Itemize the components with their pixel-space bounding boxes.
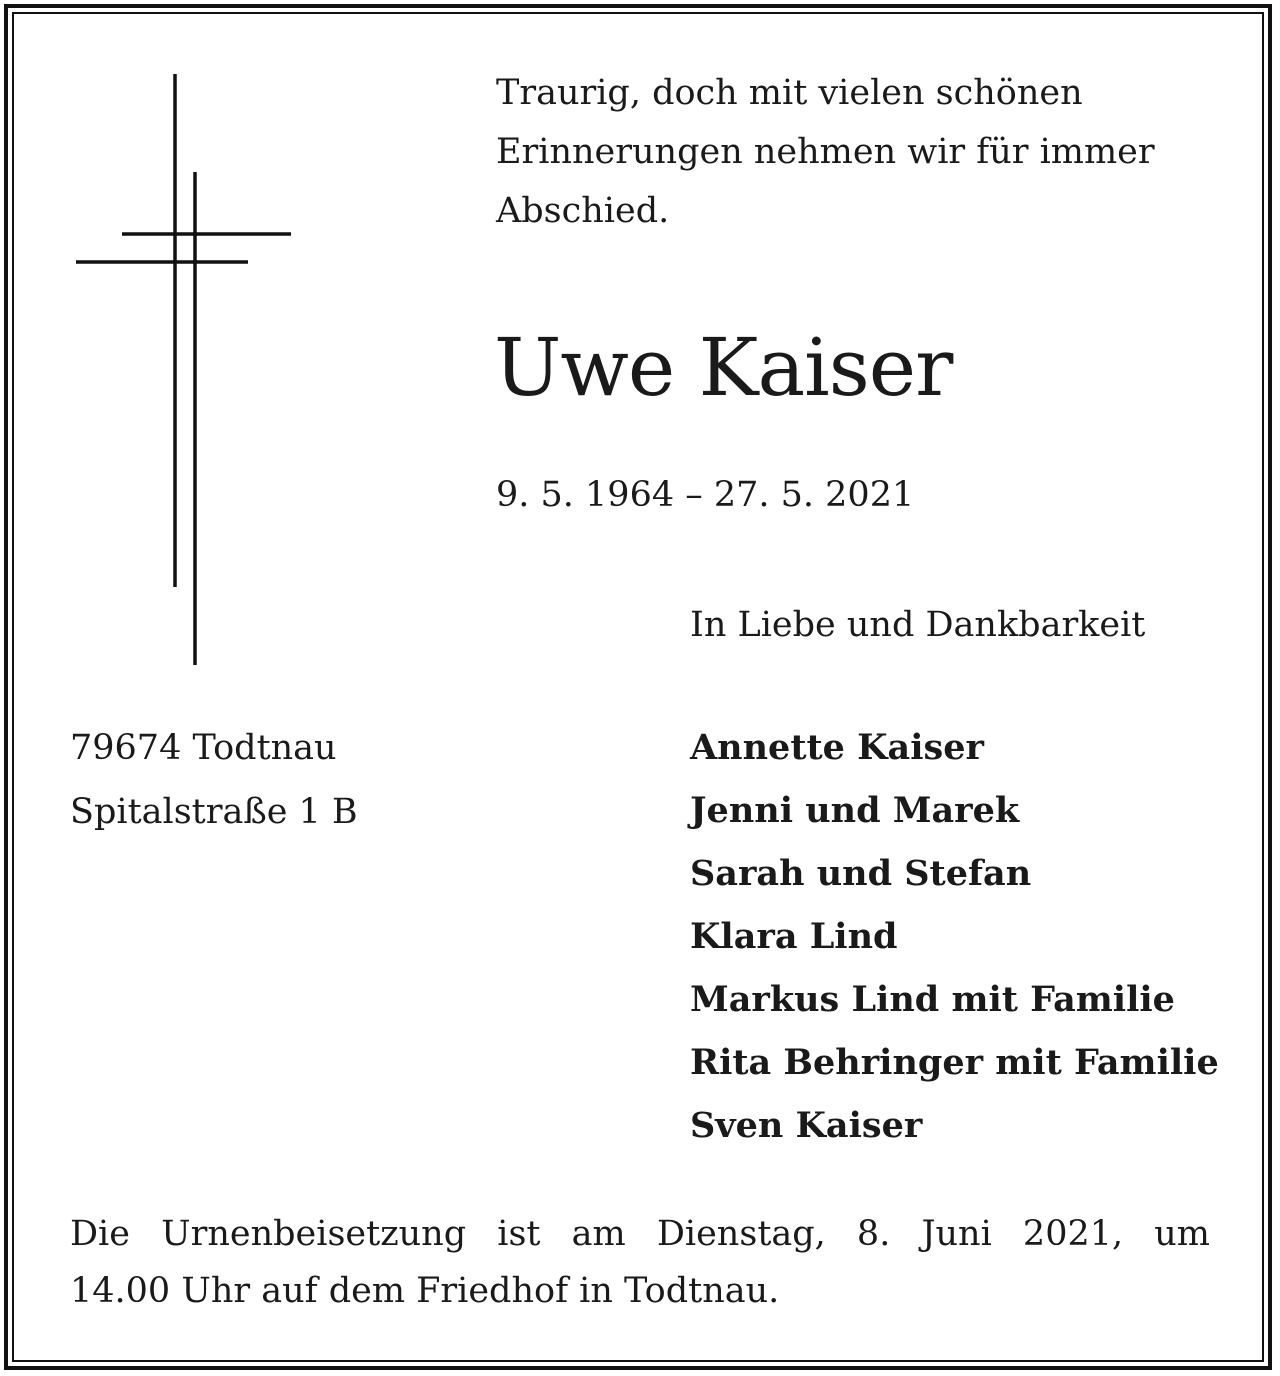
mourner-name: Jenni und Marek (690, 790, 1020, 831)
mourner-name: Annette Kaiser (690, 727, 984, 768)
mourner-name: Klara Lind (690, 916, 898, 957)
life-dates: 9. 5. 1964 – 27. 5. 2021 (496, 475, 915, 515)
mourner-name: Sven Kaiser (690, 1105, 923, 1146)
mourner-name: Sarah und Stefan (690, 853, 1032, 894)
address-street: Spitalstraße 1 B (70, 792, 358, 832)
burial-notice-line-2: 14.00 Uhr auf dem Friedhof in Todtnau. (70, 1271, 780, 1311)
cross-icon (0, 0, 320, 700)
intro-line-2: Erinnerungen nehmen wir für immer (496, 132, 1155, 172)
dedication-text: In Liebe und Dankbarkeit (690, 605, 1146, 645)
intro-line-1: Traurig, doch mit vielen schönen (496, 73, 1083, 113)
address-city: 79674 Todtnau (70, 728, 337, 768)
mourner-name: Markus Lind mit Familie (690, 979, 1175, 1020)
mourners-list (690, 716, 1219, 1157)
burial-notice-line-1: Die Urnenbeisetzung ist am Dienstag, 8. Juni 2021, um (70, 1214, 1210, 1254)
mourner-name: Rita Behringer mit Familie (690, 1042, 1219, 1083)
burial-notice (70, 1206, 1210, 1320)
intro-line-3: Abschied. (496, 191, 670, 231)
intro-text (496, 64, 1236, 241)
deceased-name: Uwe Kaiser (494, 321, 953, 414)
address-block (70, 716, 358, 844)
